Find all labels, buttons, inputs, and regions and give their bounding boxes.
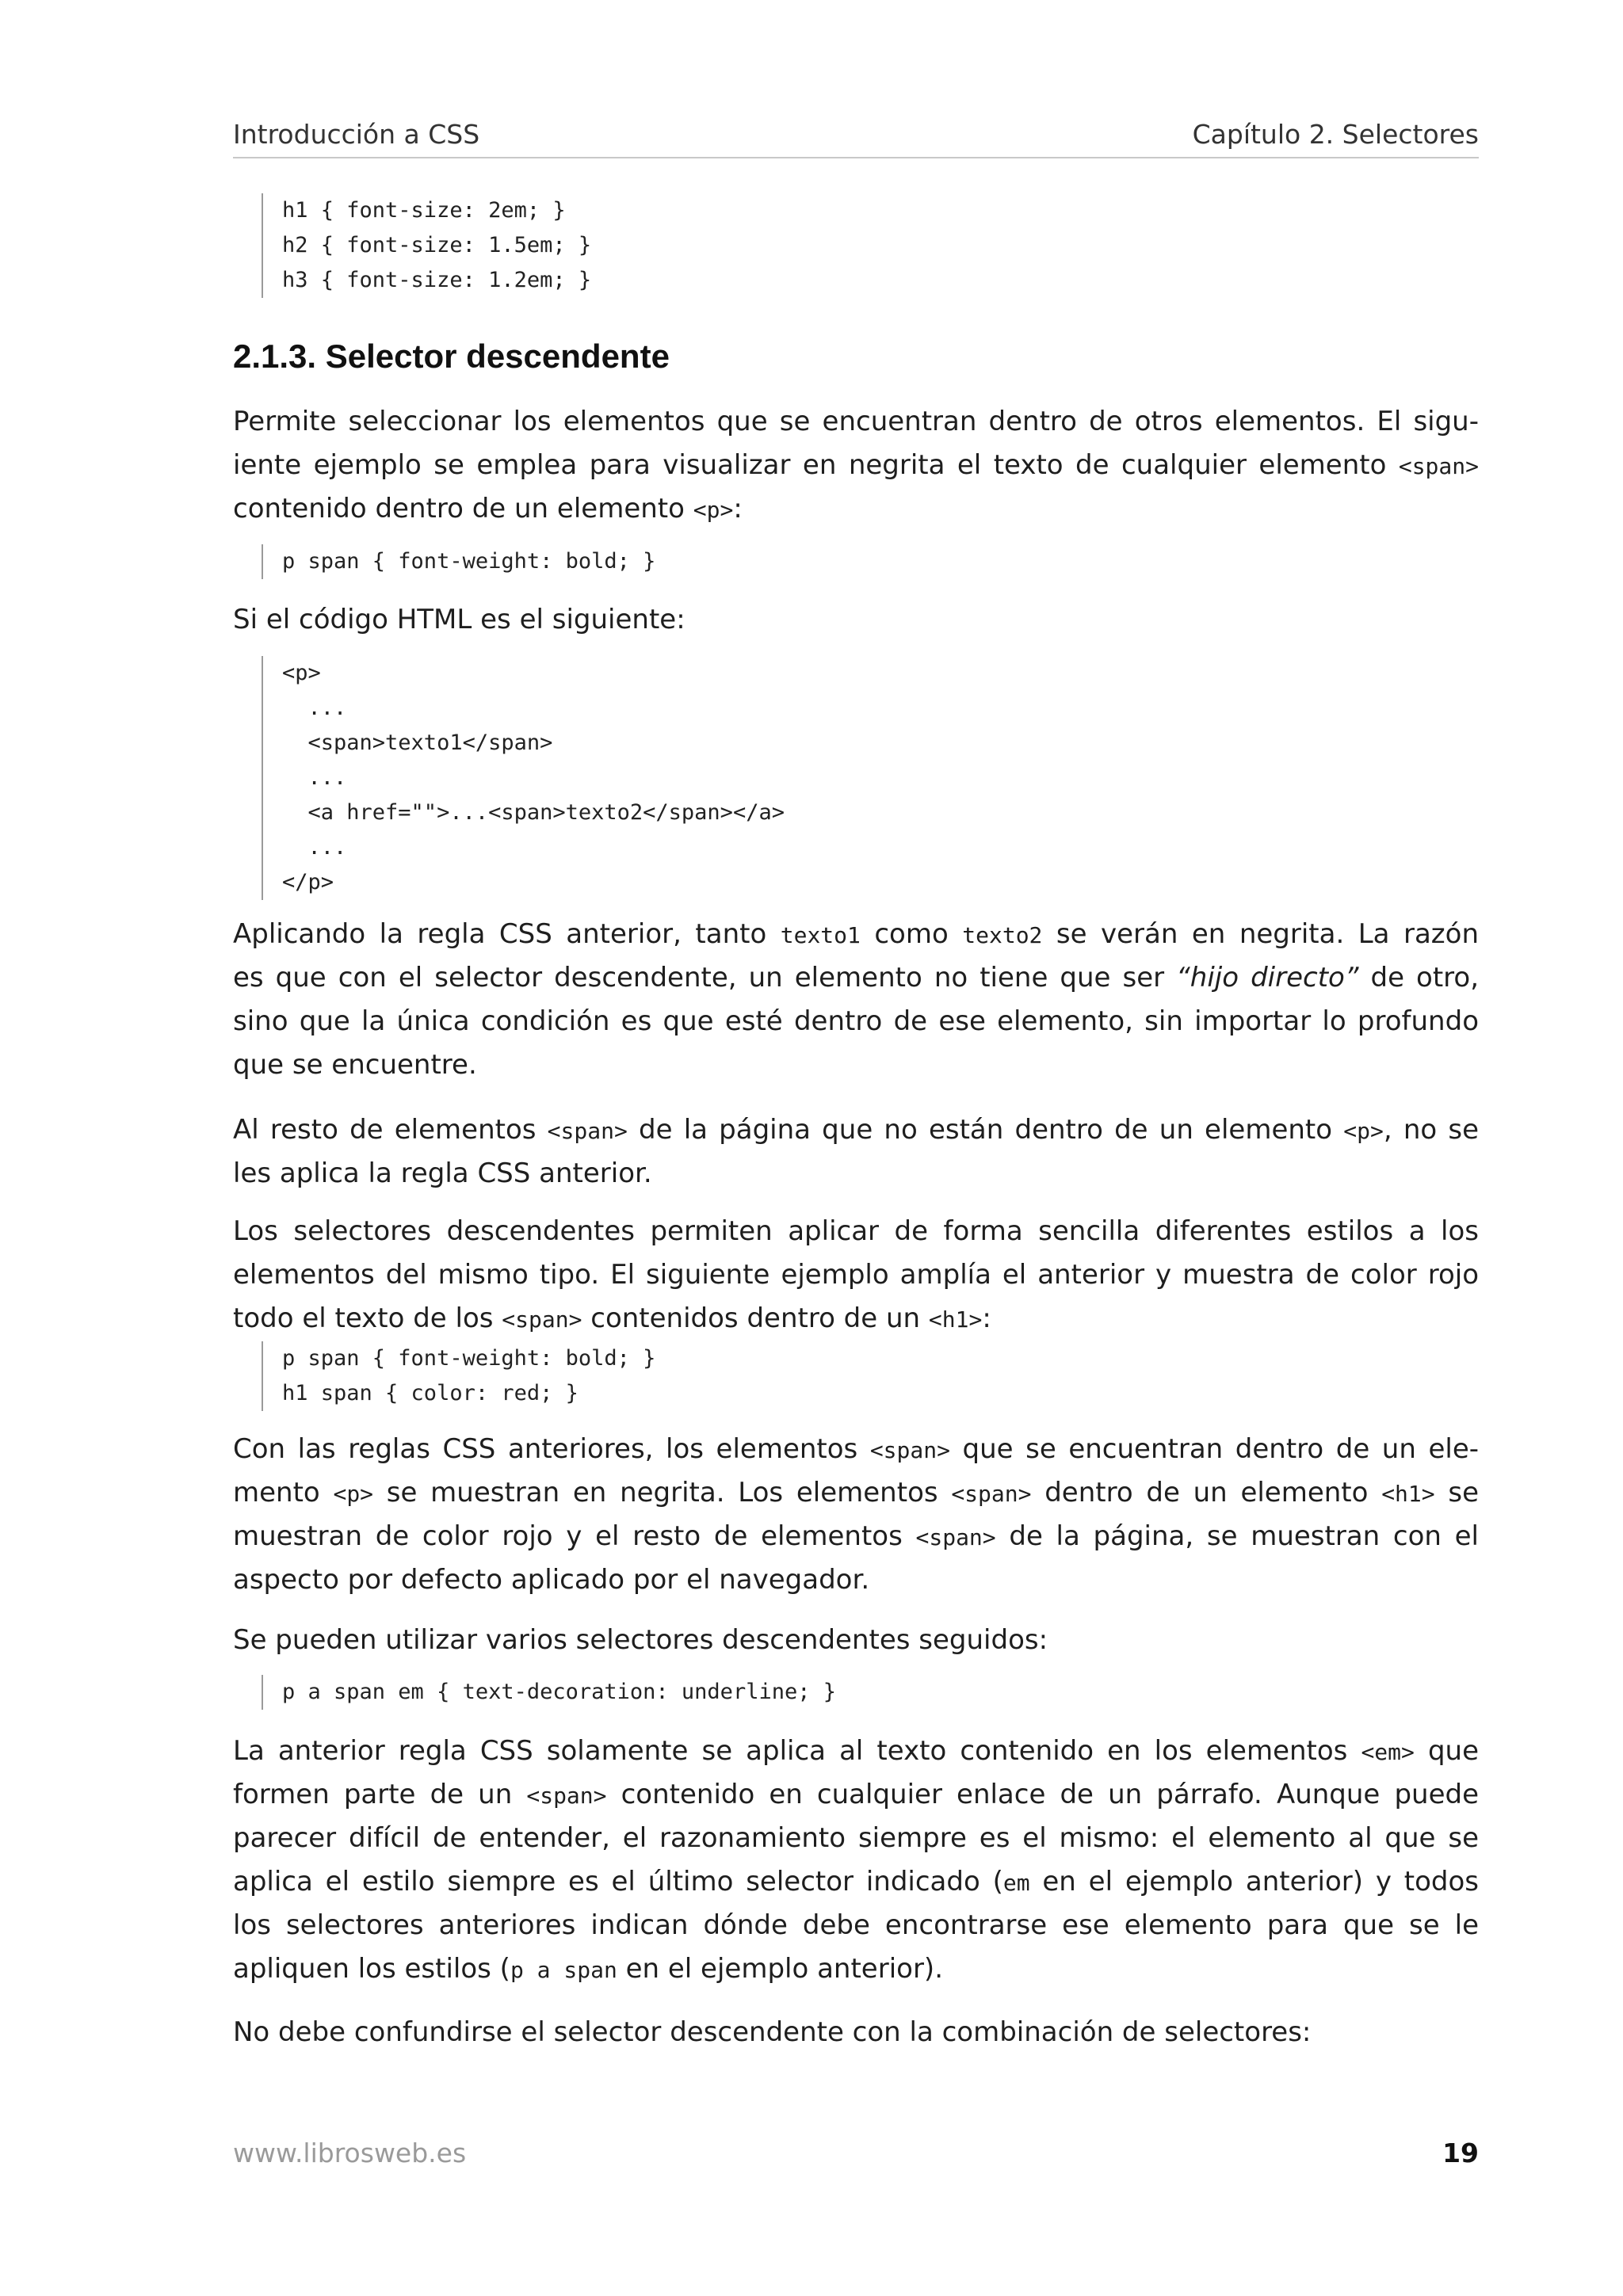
inline-code: <h1> [928, 1306, 983, 1333]
text-line: les aplica la regla CSS anterior. [233, 1158, 652, 1189]
text-line [233, 1730, 1479, 1773]
text-run: La anterior regla CSS solamente se aplica al texto contenido en los elementos [233, 1735, 1361, 1767]
text-line [233, 1947, 1479, 1991]
text-run: muestran de color rojo y el resto de elementos [233, 1520, 916, 1552]
inline-code: <p> [693, 497, 734, 523]
text-run: en el ejemplo anterior). [617, 1953, 944, 1985]
header-chapter-title: Capítulo 2. Selectores [1192, 119, 1479, 150]
code-block-heading-sizes [262, 193, 591, 298]
code-block-two-rules [262, 1341, 655, 1411]
inline-code: <h1> [1381, 1481, 1435, 1507]
inline-code: <span> [526, 1783, 607, 1809]
text-line: Se pueden utilizar varios selectores descendentes seguidos: [233, 1624, 1048, 1656]
text-line: los selectores anteriores indican dónde debe encontrarse ese elemento para que se le [233, 1909, 1479, 1941]
code-line: ... [282, 835, 347, 860]
text-run: contenido en cualquier enlace de un párrafo. Aunque puede [606, 1779, 1479, 1810]
inline-code: texto1 [780, 922, 861, 948]
code-line: h3 { font-size: 1.2em; } [282, 268, 592, 292]
paragraph-multiple-selectors [233, 1619, 1479, 1662]
code-line: h1 { font-size: 2em; } [282, 198, 566, 223]
inline-code: p a span [510, 1957, 617, 1983]
header-book-title: Introducción a CSS [233, 119, 480, 150]
inline-code: <em> [1361, 1739, 1415, 1765]
text-run: contenidos dentro de un [582, 1302, 929, 1334]
text-line [233, 1428, 1479, 1471]
inline-code: texto2 [962, 922, 1043, 948]
text-run: es que con el selector descendente, un elemento no tiene que ser [233, 962, 1177, 994]
text-line: Permite seleccionar los elementos que se encuentran dentro de otros elementos. El sigu- [233, 406, 1479, 437]
text-line: aspecto por defecto aplicado por el navegador. [233, 1564, 870, 1596]
text-run: como [860, 918, 963, 950]
code-line: <p> [282, 661, 321, 685]
paragraph-explanation [233, 913, 1479, 1087]
paragraph-intro [233, 400, 1479, 531]
code-line: ... [282, 696, 347, 720]
inline-code: <span> [547, 1118, 628, 1144]
code-line: <span>texto1</span> [282, 730, 553, 755]
inline-code: <span> [502, 1306, 582, 1333]
text-line: Si el código HTML es el siguiente: [233, 604, 685, 635]
text-line [233, 1297, 1479, 1341]
page-number: 19 [1442, 2138, 1479, 2168]
paragraph-rules-result [233, 1428, 1479, 1602]
text-run: se muestran en negrita. Los elementos [373, 1477, 952, 1508]
text-run: todo el texto de los [233, 1302, 502, 1334]
inline-code: <span> [915, 1524, 996, 1550]
code-line: h2 { font-size: 1.5em; } [282, 233, 592, 257]
text-line [233, 956, 1479, 1000]
text-run: que [1414, 1735, 1480, 1767]
text-line [233, 913, 1479, 956]
text-run: : [733, 493, 743, 524]
code-line: p span { font-weight: bold; } [282, 1346, 656, 1371]
text-run: : [982, 1302, 991, 1334]
code-line: <a href="">...<span>texto2</span></a> [282, 800, 785, 825]
text-line [233, 1108, 1479, 1152]
code-line: p a span em { text-decoration: underline; } [282, 1680, 836, 1704]
footer-website: www.librosweb.es [233, 2138, 467, 2168]
text-run: en el ejemplo anterior) y todos [1029, 1866, 1479, 1897]
text-line [233, 1515, 1479, 1558]
section-title: 2.1.3. Selector descendente [233, 338, 670, 375]
text-line: Los selectores descendentes permiten aplicar de forma sencilla diferentes estilos a los [233, 1215, 1479, 1247]
text-run: , no se [1383, 1114, 1479, 1146]
italic-text: “hijo directo” [1176, 962, 1359, 994]
running-header [233, 119, 1479, 158]
code-line: p span { font-weight: bold; } [282, 549, 656, 574]
code-block-underline [262, 1675, 836, 1710]
paragraph-html-intro [233, 598, 1479, 642]
inline-code: <span> [1398, 453, 1479, 479]
text-line [233, 1860, 1479, 1904]
code-line: h1 span { color: red; } [282, 1381, 579, 1405]
text-run: Con las reglas CSS anteriores, los elementos [233, 1433, 870, 1465]
code-line: ... [282, 765, 347, 790]
text-run: Al resto de elementos [233, 1114, 548, 1146]
text-run: formen parte de un [233, 1779, 527, 1810]
text-line: sino que la única condición es que esté dentro de ese elemento, sin importar lo profundo [233, 1005, 1479, 1037]
text-run: se [1434, 1477, 1479, 1508]
text-run: de la página, se muestran con el [995, 1520, 1480, 1552]
text-line [233, 1471, 1479, 1515]
text-run: mento [233, 1477, 334, 1508]
text-run: Aplicando la regla CSS anterior, tanto [233, 918, 781, 950]
text-line [233, 487, 1479, 531]
text-run: dentro de un elemento [1031, 1477, 1382, 1508]
paragraph-descendant-styles [233, 1210, 1479, 1341]
paragraph-closing [233, 2011, 1479, 2054]
text-run: aplica el estilo siempre es el último selector indicado ( [233, 1866, 1003, 1897]
inline-code: <p> [1343, 1118, 1384, 1144]
text-line: que se encuentre. [233, 1049, 477, 1081]
code-block-html-example [262, 656, 785, 900]
text-line [233, 1773, 1479, 1817]
paragraph-rule-explanation [233, 1730, 1479, 1991]
text-run: que se encuentran dentro de un ele- [949, 1433, 1479, 1465]
inline-code: em [1002, 1870, 1030, 1896]
inline-code: <span> [951, 1481, 1032, 1507]
text-line: elementos del mismo tipo. El siguiente ejemplo amplía el anterior y muestra de color rojo [233, 1259, 1479, 1291]
text-run: apliquen los estilos ( [233, 1953, 510, 1985]
inline-code: <span> [869, 1437, 950, 1463]
code-line: </p> [282, 870, 334, 894]
paragraph-other-spans [233, 1108, 1479, 1196]
text-run: contenido dentro de un elemento [233, 493, 693, 524]
text-line: No debe confundirse el selector descendente con la combinación de selectores: [233, 2016, 1312, 2048]
text-line: parecer difícil de entender, el razonamiento siempre es el mismo: el elemento al que se [233, 1822, 1479, 1854]
text-run: se verán en negrita. La razón [1042, 918, 1479, 950]
text-line [233, 444, 1479, 487]
text-run: de otro, [1358, 962, 1480, 994]
inline-code: <p> [333, 1481, 374, 1507]
text-run: iente ejemplo se emplea para visualizar en negrita el texto de cualquier elemento [233, 449, 1399, 481]
code-block-p-span [262, 544, 655, 579]
text-run: de la página que no están dentro de un elemento [627, 1114, 1344, 1146]
